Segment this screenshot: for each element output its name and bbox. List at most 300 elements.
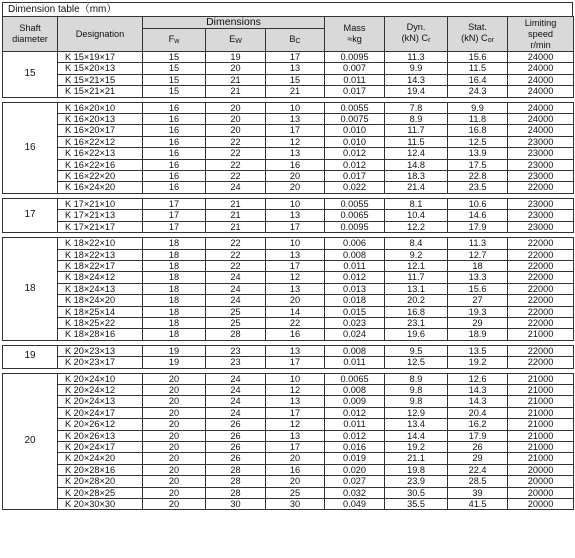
table-body (3, 52, 574, 510)
fw-cell: 16 (143, 114, 206, 125)
table-row (3, 148, 574, 159)
designation-cell: K 20×30×30 (58, 499, 143, 510)
ew-cell: 24 (206, 407, 266, 418)
stat-load-cell: 17.9 (448, 221, 508, 232)
bc-cell: 16 (266, 159, 325, 170)
ew-cell: 21 (206, 210, 266, 221)
bc-cell: 13 (266, 283, 325, 294)
limiting-speed-cell: 21000 (508, 407, 574, 418)
table-row (3, 221, 574, 232)
dyn-load-cell: 13.4 (385, 419, 448, 430)
fw-cell: 18 (143, 317, 206, 328)
fw-cell: 16 (143, 159, 206, 170)
stat-load-cell: 14.3 (448, 396, 508, 407)
mass-cell: 0.016 (325, 442, 385, 453)
dyn-load-cell: 19.4 (385, 86, 448, 97)
designation-cell: K 16×22×13 (58, 148, 143, 159)
dyn-load-cell: 11.3 (385, 52, 448, 63)
limiting-speed-cell: 24000 (508, 52, 574, 63)
table-row (3, 249, 574, 260)
fw-cell: 20 (143, 430, 206, 441)
fw-cell: 15 (143, 63, 206, 74)
designation-cell: K 16×24×20 (58, 182, 143, 193)
stat-load-cell: 26 (448, 442, 508, 453)
header-fw: Fw (143, 29, 206, 52)
mass-cell: 0.0065 (325, 210, 385, 221)
limiting-speed-cell: 22000 (508, 249, 574, 260)
mass-cell: 0.015 (325, 306, 385, 317)
bc-cell: 12 (266, 419, 325, 430)
table-row (3, 384, 574, 395)
header-mass: Mass ≈kg (325, 17, 385, 52)
mass-cell: 0.011 (325, 260, 385, 271)
bc-cell: 12 (266, 384, 325, 395)
bc-cell: 12 (266, 272, 325, 283)
dyn-load-cell: 12.9 (385, 407, 448, 418)
dyn-load-cell: 16.8 (385, 306, 448, 317)
dyn-load-cell: 19.6 (385, 329, 448, 340)
limiting-speed-cell: 24000 (508, 114, 574, 125)
bc-cell: 17 (266, 407, 325, 418)
limiting-speed-cell: 23000 (508, 148, 574, 159)
stat-load-cell: 22.8 (448, 171, 508, 182)
stat-load-cell: 24.3 (448, 86, 508, 97)
table-row (3, 487, 574, 498)
shaft-diameter-cell: 18 (3, 238, 58, 341)
dyn-load-cell: 23.1 (385, 317, 448, 328)
dyn-load-cell: 8.9 (385, 373, 448, 384)
bc-cell: 17 (266, 125, 325, 136)
designation-cell: K 20×26×13 (58, 430, 143, 441)
designation-cell: K 16×20×13 (58, 114, 143, 125)
mass-cell: 0.024 (325, 329, 385, 340)
fw-cell: 15 (143, 74, 206, 85)
bc-cell: 13 (266, 210, 325, 221)
bc-cell: 13 (266, 114, 325, 125)
designation-cell: K 20×24×17 (58, 407, 143, 418)
ew-cell: 20 (206, 102, 266, 113)
stat-load-cell: 15.6 (448, 283, 508, 294)
mass-cell: 0.006 (325, 238, 385, 249)
stat-load-cell: 9.9 (448, 102, 508, 113)
dyn-load-cell: 14.8 (385, 159, 448, 170)
stat-load-cell: 14.6 (448, 210, 508, 221)
ew-cell: 28 (206, 487, 266, 498)
fw-cell: 18 (143, 238, 206, 249)
bc-cell: 16 (266, 464, 325, 475)
table-row (3, 464, 574, 475)
fw-cell: 16 (143, 125, 206, 136)
designation-cell: K 18×22×17 (58, 260, 143, 271)
bc-cell: 15 (266, 74, 325, 85)
designation-cell: K 20×28×20 (58, 476, 143, 487)
stat-load-cell: 12.7 (448, 249, 508, 260)
ew-cell: 24 (206, 182, 266, 193)
header-dimensions: Dimensions (143, 17, 325, 29)
fw-cell: 17 (143, 210, 206, 221)
bc-cell: 10 (266, 198, 325, 209)
fw-cell: 16 (143, 136, 206, 147)
table-row (3, 345, 574, 356)
fw-cell: 16 (143, 182, 206, 193)
bc-cell: 17 (266, 442, 325, 453)
table-row (3, 182, 574, 193)
mass-cell: 0.0095 (325, 221, 385, 232)
ew-cell: 21 (206, 86, 266, 97)
dyn-load-cell: 9.8 (385, 384, 448, 395)
table-row (3, 136, 574, 147)
ew-cell: 23 (206, 345, 266, 356)
ew-cell: 30 (206, 499, 266, 510)
fw-cell: 19 (143, 357, 206, 368)
limiting-speed-cell: 21000 (508, 373, 574, 384)
mass-cell: 0.012 (325, 148, 385, 159)
header-shaft-diameter: Shaft diameter (3, 17, 58, 52)
mass-cell: 0.0055 (325, 102, 385, 113)
mass-cell: 0.012 (325, 272, 385, 283)
fw-cell: 18 (143, 272, 206, 283)
table-row (3, 373, 574, 384)
ew-cell: 24 (206, 396, 266, 407)
table-row (3, 306, 574, 317)
stat-load-cell: 20.4 (448, 407, 508, 418)
table-row (3, 430, 574, 441)
fw-cell: 20 (143, 464, 206, 475)
mass-cell: 0.008 (325, 249, 385, 260)
dyn-load-cell: 10.4 (385, 210, 448, 221)
dyn-load-cell: 19.8 (385, 464, 448, 475)
stat-load-cell: 10.6 (448, 198, 508, 209)
ew-cell: 22 (206, 238, 266, 249)
ew-cell: 26 (206, 442, 266, 453)
mass-cell: 0.013 (325, 283, 385, 294)
limiting-speed-cell: 22000 (508, 182, 574, 193)
limiting-speed-cell: 20000 (508, 487, 574, 498)
table-row (3, 52, 574, 63)
table-row (3, 63, 574, 74)
designation-cell: K 15×19×17 (58, 52, 143, 63)
limiting-speed-cell: 23000 (508, 171, 574, 182)
fw-cell: 20 (143, 476, 206, 487)
table-row (3, 453, 574, 464)
table-row (3, 407, 574, 418)
mass-cell: 0.010 (325, 136, 385, 147)
limiting-speed-cell: 21000 (508, 430, 574, 441)
stat-load-cell: 19.2 (448, 357, 508, 368)
designation-cell: K 18×22×10 (58, 238, 143, 249)
fw-cell: 20 (143, 442, 206, 453)
dyn-load-cell: 9.2 (385, 249, 448, 260)
stat-load-cell: 12.5 (448, 136, 508, 147)
dyn-load-cell: 12.2 (385, 221, 448, 232)
limiting-speed-cell: 22000 (508, 272, 574, 283)
stat-load-cell: 17.5 (448, 159, 508, 170)
fw-cell: 17 (143, 198, 206, 209)
limiting-speed-cell: 21000 (508, 329, 574, 340)
limiting-speed-cell: 23000 (508, 136, 574, 147)
mass-cell: 0.008 (325, 345, 385, 356)
fw-cell: 17 (143, 221, 206, 232)
header-dynamic-load: Dyn. (kN) Cr (385, 17, 448, 52)
fw-cell: 16 (143, 171, 206, 182)
fw-cell: 20 (143, 407, 206, 418)
ew-cell: 22 (206, 260, 266, 271)
stat-load-cell: 19.3 (448, 306, 508, 317)
ew-cell: 23 (206, 357, 266, 368)
mass-cell: 0.011 (325, 74, 385, 85)
mass-cell: 0.0075 (325, 114, 385, 125)
dyn-load-cell: 8.9 (385, 114, 448, 125)
stat-load-cell: 17.9 (448, 430, 508, 441)
ew-cell: 22 (206, 148, 266, 159)
stat-load-cell: 11.3 (448, 238, 508, 249)
designation-cell: K 17×21×17 (58, 221, 143, 232)
limiting-speed-cell: 24000 (508, 102, 574, 113)
designation-cell: K 20×23×13 (58, 345, 143, 356)
stat-load-cell: 14.3 (448, 384, 508, 395)
ew-cell: 26 (206, 453, 266, 464)
ew-cell: 20 (206, 125, 266, 136)
bc-cell: 20 (266, 453, 325, 464)
limiting-speed-cell: 23000 (508, 210, 574, 221)
bc-cell: 20 (266, 476, 325, 487)
stat-load-cell: 11.5 (448, 63, 508, 74)
designation-cell: K 20×24×13 (58, 396, 143, 407)
table-row (3, 283, 574, 294)
fw-cell: 18 (143, 329, 206, 340)
table-row (3, 419, 574, 430)
ew-cell: 28 (206, 464, 266, 475)
dyn-load-cell: 12.5 (385, 357, 448, 368)
stat-load-cell: 12.6 (448, 373, 508, 384)
bc-cell: 21 (266, 86, 325, 97)
stat-load-cell: 27 (448, 295, 508, 306)
limiting-speed-cell: 24000 (508, 74, 574, 85)
bc-cell: 20 (266, 295, 325, 306)
ew-cell: 22 (206, 171, 266, 182)
table-header (3, 17, 574, 52)
bc-cell: 10 (266, 102, 325, 113)
designation-cell: K 16×22×20 (58, 171, 143, 182)
fw-cell: 20 (143, 384, 206, 395)
bc-cell: 13 (266, 148, 325, 159)
designation-cell: K 18×25×22 (58, 317, 143, 328)
table-row (3, 238, 574, 249)
limiting-speed-cell: 21000 (508, 396, 574, 407)
stat-load-cell: 22.4 (448, 464, 508, 475)
ew-cell: 25 (206, 306, 266, 317)
mass-cell: 0.010 (325, 125, 385, 136)
mass-cell: 0.0065 (325, 373, 385, 384)
ew-cell: 20 (206, 114, 266, 125)
designation-cell: K 18×24×13 (58, 283, 143, 294)
stat-load-cell: 29 (448, 317, 508, 328)
ew-cell: 22 (206, 136, 266, 147)
bc-cell: 13 (266, 249, 325, 260)
limiting-speed-cell: 24000 (508, 63, 574, 74)
bc-cell: 12 (266, 136, 325, 147)
table-row (3, 159, 574, 170)
designation-cell: K 20×24×17 (58, 442, 143, 453)
mass-cell: 0.017 (325, 86, 385, 97)
fw-cell: 18 (143, 260, 206, 271)
designation-cell: K 15×21×15 (58, 74, 143, 85)
mass-cell: 0.019 (325, 453, 385, 464)
stat-load-cell: 13.3 (448, 272, 508, 283)
dyn-load-cell: 9.5 (385, 345, 448, 356)
ew-cell: 28 (206, 476, 266, 487)
header-designation: Designation (58, 17, 143, 52)
mass-cell: 0.009 (325, 396, 385, 407)
ew-cell: 21 (206, 198, 266, 209)
ew-cell: 25 (206, 317, 266, 328)
table-row (3, 210, 574, 221)
mass-cell: 0.012 (325, 430, 385, 441)
bc-cell: 17 (266, 260, 325, 271)
ew-cell: 24 (206, 384, 266, 395)
fw-cell: 18 (143, 249, 206, 260)
limiting-speed-cell: 21000 (508, 384, 574, 395)
table-row (3, 295, 574, 306)
stat-load-cell: 28.5 (448, 476, 508, 487)
fw-cell: 15 (143, 52, 206, 63)
dimension-table (2, 16, 574, 510)
dyn-load-cell: 8.1 (385, 198, 448, 209)
fw-cell: 20 (143, 396, 206, 407)
table-row (3, 357, 574, 368)
dyn-load-cell: 35.5 (385, 499, 448, 510)
dyn-load-cell: 12.1 (385, 260, 448, 271)
ew-cell: 21 (206, 221, 266, 232)
bc-cell: 13 (266, 430, 325, 441)
mass-cell: 0.027 (325, 476, 385, 487)
mass-cell: 0.017 (325, 171, 385, 182)
limiting-speed-cell: 22000 (508, 283, 574, 294)
limiting-speed-cell: 22000 (508, 260, 574, 271)
bc-cell: 10 (266, 238, 325, 249)
mass-cell: 0.008 (325, 384, 385, 395)
dyn-load-cell: 11.7 (385, 125, 448, 136)
ew-cell: 22 (206, 159, 266, 170)
table-row (3, 260, 574, 271)
bc-cell: 17 (266, 357, 325, 368)
fw-cell: 18 (143, 295, 206, 306)
table-row (3, 74, 574, 85)
mass-cell: 0.023 (325, 317, 385, 328)
bc-cell: 17 (266, 52, 325, 63)
dyn-load-cell: 9.9 (385, 63, 448, 74)
table-row (3, 102, 574, 113)
ew-cell: 20 (206, 63, 266, 74)
designation-cell: K 18×25×14 (58, 306, 143, 317)
limiting-speed-cell: 20000 (508, 499, 574, 510)
bc-cell: 22 (266, 317, 325, 328)
bc-cell: 10 (266, 373, 325, 384)
stat-load-cell: 13.5 (448, 345, 508, 356)
limiting-speed-cell: 24000 (508, 86, 574, 97)
dyn-load-cell: 14.3 (385, 74, 448, 85)
fw-cell: 19 (143, 345, 206, 356)
limiting-speed-cell: 22000 (508, 238, 574, 249)
stat-load-cell: 11.8 (448, 114, 508, 125)
dyn-load-cell: 11.7 (385, 272, 448, 283)
dyn-load-cell: 21.4 (385, 182, 448, 193)
fw-cell: 16 (143, 102, 206, 113)
designation-cell: K 20×28×16 (58, 464, 143, 475)
ew-cell: 22 (206, 249, 266, 260)
limiting-speed-cell: 22000 (508, 317, 574, 328)
bc-cell: 14 (266, 306, 325, 317)
bc-cell: 17 (266, 221, 325, 232)
bc-cell: 20 (266, 182, 325, 193)
designation-cell: K 20×28×25 (58, 487, 143, 498)
designation-cell: K 18×28×16 (58, 329, 143, 340)
dyn-load-cell: 19.2 (385, 442, 448, 453)
limiting-speed-cell: 22000 (508, 357, 574, 368)
bc-cell: 20 (266, 171, 325, 182)
designation-cell: K 16×20×17 (58, 125, 143, 136)
dyn-load-cell: 18.3 (385, 171, 448, 182)
mass-cell: 0.012 (325, 407, 385, 418)
table-row (3, 396, 574, 407)
stat-load-cell: 16.4 (448, 74, 508, 85)
shaft-diameter-cell: 17 (3, 198, 58, 232)
limiting-speed-cell: 21000 (508, 419, 574, 430)
table-row (3, 317, 574, 328)
header-ew: EW (206, 29, 266, 52)
table-row (3, 476, 574, 487)
stat-load-cell: 16.8 (448, 125, 508, 136)
ew-cell: 21 (206, 74, 266, 85)
designation-cell: K 20×23×17 (58, 357, 143, 368)
limiting-speed-cell: 22000 (508, 345, 574, 356)
dyn-load-cell: 12.4 (385, 148, 448, 159)
limiting-speed-cell: 23000 (508, 198, 574, 209)
ew-cell: 26 (206, 419, 266, 430)
table-row (3, 442, 574, 453)
ew-cell: 28 (206, 329, 266, 340)
fw-cell: 20 (143, 499, 206, 510)
designation-cell: K 17×21×13 (58, 210, 143, 221)
limiting-speed-cell: 22000 (508, 306, 574, 317)
dyn-load-cell: 7.8 (385, 102, 448, 113)
fw-cell: 20 (143, 419, 206, 430)
dyn-load-cell: 21.1 (385, 453, 448, 464)
mass-cell: 0.0095 (325, 52, 385, 63)
fw-cell: 20 (143, 487, 206, 498)
stat-load-cell: 15.6 (448, 52, 508, 63)
limiting-speed-cell: 20000 (508, 476, 574, 487)
bc-cell: 25 (266, 487, 325, 498)
mass-cell: 0.007 (325, 63, 385, 74)
dyn-load-cell: 13.1 (385, 283, 448, 294)
mass-cell: 0.012 (325, 159, 385, 170)
mass-cell: 0.049 (325, 499, 385, 510)
fw-cell: 18 (143, 283, 206, 294)
shaft-diameter-cell: 16 (3, 102, 58, 193)
dyn-load-cell: 14.4 (385, 430, 448, 441)
dyn-load-cell: 8.4 (385, 238, 448, 249)
ew-cell: 24 (206, 272, 266, 283)
table-row (3, 198, 574, 209)
bc-cell: 13 (266, 396, 325, 407)
header-static-load: Stat. (kN) Cor (448, 17, 508, 52)
limiting-speed-cell: 20000 (508, 464, 574, 475)
header-bc: BC (266, 29, 325, 52)
designation-cell: K 16×22×12 (58, 136, 143, 147)
stat-load-cell: 23.5 (448, 182, 508, 193)
mass-cell: 0.032 (325, 487, 385, 498)
